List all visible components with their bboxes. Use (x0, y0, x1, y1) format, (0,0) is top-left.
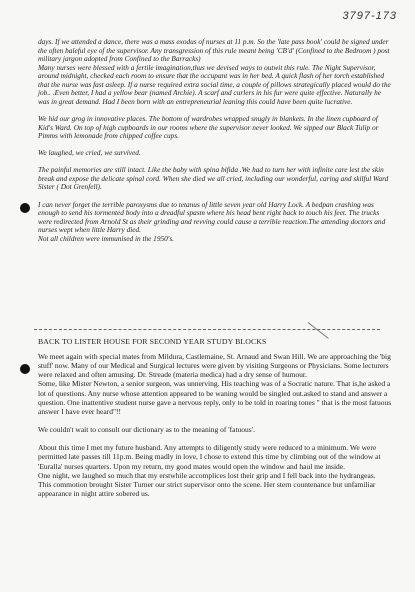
paragraph-immunised: Not all children were immunised in the 1950's. (38, 233, 175, 243)
paragraph-fertile-imagination: Many nurses were blessed with a fertile imagination,thus we devised ways to outwit this rule. The Night Supervisor, around midnight, checked each room to ensure that the occupant was in her bed. A quick flash of her torch established that the nurse was fast asleep. If a nurse required extra social time, a couple of pillows strategically placed would do the job.. .Even better, I had a yellow bear (named Archie). A scarf and curlers in his fur were quite effective. Naturally he was in great demand. Had I been born with an entrepreneurial leaning this could have been quite lucrative. (38, 62, 391, 106)
section-divider (34, 329, 380, 330)
paragraph-fatuous: We couldn't wait to consult our dictionary as to the meaning of 'fatuous'. (38, 425, 255, 435)
paragraph-tetanus: I can never forget the terrible paroxysms due to tetanus of little seven year old Harry Lock. A bedpan crashing was enough to send his tormented body into a dreadful spasm where his head bent right back to touch his feet. The trucks were redirected from Arnold St as their grinding and revving could cause a terrible reaction.The attending doctors and nurses wept when little Harry died. (38, 199, 386, 235)
memoir-section-two (38, 352, 394, 498)
reference-number: 3797-173 (342, 10, 397, 22)
paragraph-spina-bifida: The painful memories are still intact. Like the baby with spina bifida .We had to turn her with infinite care lest the skin break and expose the delicate spinal cord. When she died we all cried, including our wonderful, caring and skilful Ward Sister ( Dot Grenfell). (38, 165, 389, 192)
punch-hole-upper (20, 203, 30, 213)
punch-hole-lower (20, 364, 30, 374)
paragraph-late-pass: days. If we attended a dance, there was a mass exodus of nurses at 11 p.m. So the 'late pass book' could be signed under the often baleful eye of the supervisor. Any transgression of this rule meant being 'CB'd' (Confined to the Bedroom ) post military jargon adopted from Confined to the Barracks) (38, 37, 390, 64)
paragraph-laughed-cried: We laughed, we cried, we survived. (38, 148, 141, 158)
paragraph-sister-turner: This commotion brought Sister Turner our strict supervisor onto the scene. Her stern countenance but unfamiliar appearance in night attire sobered us. (38, 479, 376, 499)
paragraph-mister-newton: Some, like Mister Newton, a senior surgeon, was unnerving. His teaching was of a Socratic nature. That is,he asked a lot of questions. Any nurse whose attention appeared to be waning would be singled out.asked to stand and answer a question. One inattentive student nurse gave a nervous reply, only to be told in roaring tones " that is the most fatuous answer I have ever heard"!! (38, 379, 392, 416)
paragraph-special-mates: We meet again with special mates from Mildura, Castlemaine, St. Arnaud and Swan Hill. We are approaching the 'big stuff' now. Many of our Medical and Surgical lectures were given by visiting Surgeons or Physicians. Some lecturers were relaxed and often amusing. Dr. Streade (materia medica) had a dry sense of humour. (38, 352, 391, 380)
paragraph-hydrangeas: One night, we laughed so much that my erstwhile accomplices lost their grip and I fell back into the hydrangeas. (38, 470, 376, 480)
paragraph-grog: We hid our grog in innovative places. The bottom of wardrobes wrapped snugly in blankets. In the linen cupboard of Kid's Ward. On top of high cupboards in our rooms where the supervisor never looked. We sipped our Black Tulip or Pimms with lemonade from chipped coffee cups. (38, 113, 379, 141)
memoir-section-one (38, 38, 394, 243)
paragraph-future-husband: About this time I met my future husband. Any attempts to diligently study were reduced to a minimum. We were permitted late passes till 11p.m. Being madly in love, I chose to extend this time by climbing out of the window at 'Euralla' nurses quarters. Upon my return, my good mates would open the window and haul me inside. (38, 443, 381, 471)
section-heading: BACK TO LISTER HOUSE FOR SECOND YEAR STUDY BLOCKS (38, 337, 267, 346)
